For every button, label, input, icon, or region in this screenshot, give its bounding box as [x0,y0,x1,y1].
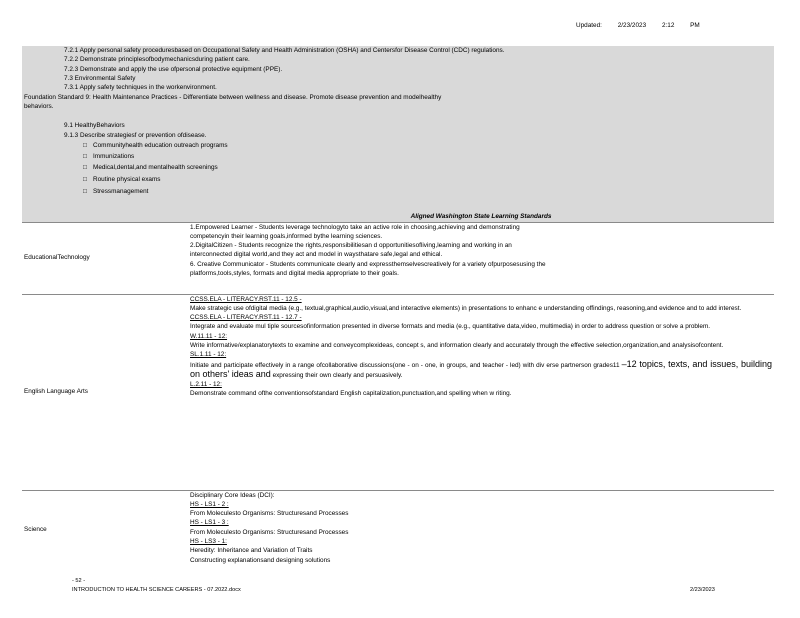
standards-block [22,46,774,212]
standard-text: From Moleculesto Organisms: Structuresand Processes [190,510,349,518]
footer-date: 2/23/2023 [690,587,715,593]
foundation-standard-9-cont: behaviors. [24,103,54,110]
checkbox-bullet-icon: □ [83,164,87,171]
updated-time: 2:12 [661,22,675,29]
bullet-text: Immunizations [93,153,135,160]
standard-text-tail: expressing their own clearly and persuasively. [272,371,403,379]
standard-text-large: –12 topics, texts, and issues, building on others' ideas and [190,358,772,379]
document-name: INTRODUCTION TO HEALTH SCIENCE CAREERS - 07.2022.docx [72,587,241,593]
standard-7-3: 7.3 Environmental Safety [64,75,136,82]
bullet-item [83,164,218,172]
standard-text-part: Initiate and participate effectively in a range ofcollaborative discussions(one - on - one, in groups, and teacher - led) with div erse partnerson grades11 [190,361,620,369]
bullet-text: Routine physical exams [93,176,161,183]
bullet-item [83,176,161,184]
standards-cell [188,294,774,490]
standard-line: 1.Empowered Learner - Students leverage technologyto take an active role in choosing,achieving and demonstrating [190,223,520,231]
table-row [22,294,774,490]
standard-text: Demonstrate command ofthe conventionsofstandard English capitalization,punctuation,and spelling when w riting. [190,390,512,398]
standard-code: W.11.11 - 12: [190,332,228,340]
standard-line: 2.DigitalCitizen - Students recognize the rights,responsibilitiesan d opportunitiesofliving,learning and working in an [190,242,512,250]
standard-text [190,360,772,381]
standard-text: Write informative/explanatorytexts to examine and conveycomplexideas, concept s, and information clearly and accurately through the effective selection,organization,and analysisofcontent. [190,341,724,349]
table-row [22,222,774,294]
standard-line: interconnected digital world,and they act and model in waysthatare safe,legal and ethical. [190,251,443,259]
standard-text: Make strategic use ofdigital media (e.g., textual,graphical,audio,visual,and interactive elements) in presentations to enhanc e understanding offindings, reasoning,and evidence and to add interest. [190,304,742,312]
foundation-standard-9: Foundation Standard 9: Health Maintenance Practices - Differentiate between wellness and disease. Promote disease prevention and modelhealthy [24,94,442,101]
standard-code: HS - LS1 - 2 : [190,500,229,508]
checkbox-bullet-icon: □ [83,153,87,160]
aligned-standards-header: Aligned Washington State Learning Standards [188,212,774,222]
standard-line: competencyin their learning goals,informed bythe learning sciences. [190,232,383,240]
standard-7-2-2: 7.2.2 Demonstrate principlesofbodymechanicsduring patient care. [64,56,250,63]
standard-9-1-3: 9.1.3 Describe strategiesf or prevention ofdisease. [64,132,207,139]
standard-code: HS - LS1 - 3 : [190,519,229,527]
standard-code: HS - LS3 - 1: [190,537,227,545]
checkbox-bullet-icon: □ [83,176,87,183]
standard-text: Constructing explanationsand designing solutions [190,556,331,564]
subject-cell: Science [22,490,188,570]
table-header-row [22,212,774,222]
table-row [22,490,774,570]
aligned-standards-table [22,212,774,570]
updated-stamp [576,22,714,30]
updated-label: Updated: [576,22,602,29]
bullet-item [83,188,148,196]
standards-cell [188,490,774,570]
standards-cell [188,222,774,294]
subject-cell: EducationalTechnology [22,222,188,294]
standard-code: CCSS.ELA - LITERACY.RST.11 - 12.5 - [190,295,302,303]
standard-7-3-1: 7.3.1 Apply safety techniques in the workenvironment. [64,84,217,91]
standard-code: L.2.11 - 12: [190,381,222,389]
standard-text: Disciplinary Core Ideas (DCI): [190,491,275,499]
bullet-text: Stressmanagement [93,188,149,195]
standard-line: platforms,tools,styles, formats and digital media appropriate to their goals. [190,269,399,277]
bullet-text: Communityhealth education outreach programs [93,142,228,149]
updated-date: 2/23/2023 [617,22,647,29]
standard-code: CCSS.ELA - LITERACY.RST.11 - 12.7 - [190,314,302,322]
standard-9-1: 9.1 HealthyBehaviors [64,122,125,129]
standard-7-2-1: 7.2.1 Apply personal safety proceduresbased on Occupational Safety and Health Administration (OSHA) and Centersfor Disease Control (CDC) regulations. [64,47,505,54]
standard-code: SL.1.11 - 12: [190,351,227,359]
checkbox-bullet-icon: □ [83,142,87,149]
standard-text: Heredity: Inheritance and Variation of Traits [190,547,313,555]
standard-line: 6. Creative Communicator - Students communicate clearly and expressthemselvescreatively for a variety ofpurposesusing the [190,260,546,268]
standard-text: Integrate and evaluate mul tiple sourcesofinformation presented in diverse formats and media (e.g., quantitative data,video, multimedia) in order to address question or solve a problem. [190,323,711,331]
page-number: - 52 - [72,578,86,584]
subject-cell: English Language Arts [22,294,188,490]
standard-7-2-3: 7.2.3 Demonstrate and apply the use ofpersonal protective equipment (PPE). [64,66,283,73]
updated-ampm: PM [690,22,700,29]
bullet-item [83,153,134,161]
standard-text: From Moleculesto Organisms: Structuresand Processes [190,528,349,536]
checkbox-bullet-icon: □ [83,188,87,195]
bullet-text: Medical,dental,and mentalhealth screenings [93,164,218,171]
bullet-item [83,142,228,150]
